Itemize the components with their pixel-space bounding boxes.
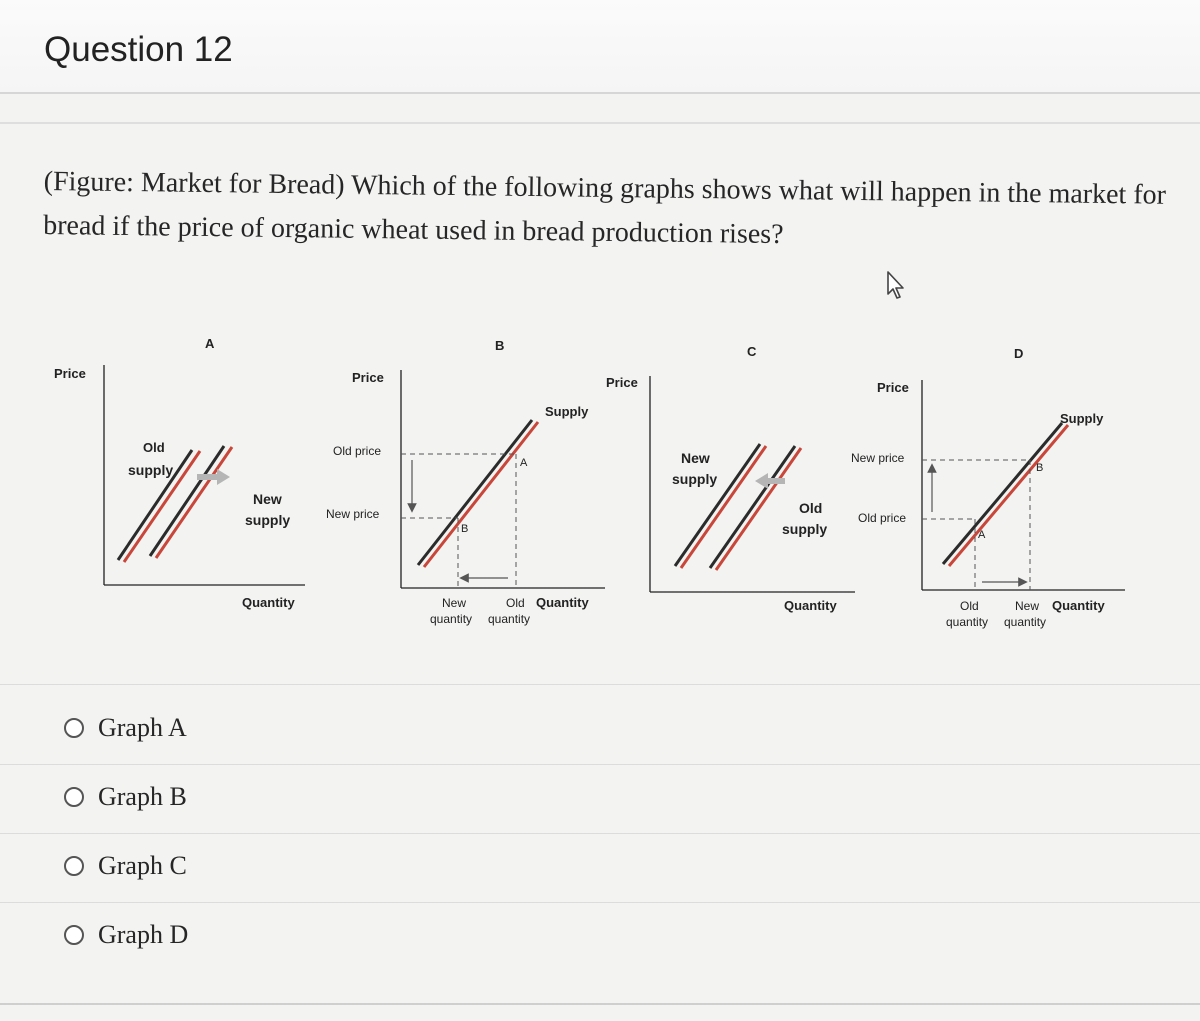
- question-header: [0, 0, 1200, 94]
- option-graph-d[interactable]: [64, 915, 188, 955]
- graph-d-old-price-label: Old price: [858, 511, 907, 525]
- graph-d-old-quantity-label-1: Old: [960, 599, 979, 613]
- graph-b-supply-curve: [418, 420, 532, 565]
- graph-d-new-price-label: New price: [851, 451, 905, 465]
- graph-c-x-axis-label: Quantity: [784, 598, 837, 613]
- graph-b-new-price-label: New price: [326, 507, 380, 521]
- graph-a: [54, 336, 305, 610]
- option-label: Graph D: [98, 920, 189, 949]
- graph-d-x-axis-label: Quantity: [1052, 598, 1105, 613]
- option-graph-b[interactable]: [64, 777, 187, 817]
- radio-button[interactable]: [64, 925, 84, 945]
- graph-c-letter: C: [747, 344, 757, 359]
- graph-b-x-axis-label: Quantity: [536, 595, 589, 610]
- footer-divider: [0, 1003, 1200, 1005]
- graph-a-x-axis-label: Quantity: [242, 595, 295, 610]
- graph-b-new-quantity-label-1: New: [442, 596, 467, 610]
- graph-b-point-b: B: [461, 523, 469, 535]
- graph-d-new-quantity-label-2: quantity: [1004, 615, 1047, 629]
- graph-c-old-supply-curve-red: [716, 448, 801, 570]
- radio-button[interactable]: [64, 787, 84, 807]
- graph-b: [326, 338, 605, 626]
- graph-c-curve1-label-1: New: [681, 450, 710, 466]
- divider: [0, 122, 1200, 124]
- graph-b-letter: B: [495, 338, 505, 353]
- graph-a-curve2-label-2: supply: [245, 512, 291, 528]
- graph-d-letter: D: [1014, 346, 1024, 361]
- graph-c-curve2-label-1: Old: [799, 500, 823, 516]
- graph-d-new-quantity-label-1: New: [1015, 599, 1040, 613]
- arrow-cursor-icon: [884, 270, 910, 300]
- graph-b-old-quantity-label-1: Old: [506, 596, 525, 610]
- graph-d-old-quantity-label-2: quantity: [946, 615, 989, 629]
- graph-a-curve1-label-1: Old: [143, 440, 165, 455]
- graph-b-new-quantity-label-2: quantity: [430, 612, 473, 626]
- market-for-bread-figure: [40, 320, 1200, 650]
- question-number: Question 12: [44, 30, 233, 69]
- graph-d-y-axis-label: Price: [877, 380, 909, 395]
- option-label: Graph C: [98, 851, 187, 880]
- graph-c-curve1-label-2: supply: [672, 471, 718, 487]
- graph-c-y-axis-label: Price: [606, 375, 638, 390]
- graph-c-curve2-label-2: supply: [782, 521, 828, 537]
- graph-a-y-axis-label: Price: [54, 366, 86, 381]
- graph-b-y-axis-label: Price: [352, 370, 384, 385]
- option-divider: [0, 833, 1200, 834]
- graph-b-supply-label: Supply: [545, 404, 589, 419]
- graph-d-point-a: A: [978, 529, 986, 541]
- graph-b-point-a: A: [520, 457, 528, 469]
- graph-d-point-b: B: [1036, 462, 1044, 474]
- option-divider: [0, 764, 1200, 765]
- question-text: [43, 160, 1200, 262]
- option-divider: [0, 902, 1200, 903]
- radio-button[interactable]: [64, 718, 84, 738]
- option-graph-c[interactable]: [64, 846, 187, 886]
- graph-a-curve2-label-1: New: [253, 491, 282, 507]
- question-text-line-2: bread if the price of organic wheat used in bread production rises?: [43, 209, 784, 251]
- graph-c: [606, 344, 855, 613]
- option-graph-a[interactable]: [64, 708, 187, 748]
- graph-d-supply-label: Supply: [1060, 411, 1104, 426]
- graph-d-supply-curve-red: [949, 425, 1068, 566]
- graph-b-old-price-label: Old price: [333, 444, 382, 458]
- option-label: Graph A: [98, 713, 187, 742]
- divider: [0, 684, 1200, 685]
- graph-b-supply-curve-red: [424, 422, 538, 567]
- graph-d-supply-curve: [943, 423, 1062, 564]
- option-label: Graph B: [98, 782, 187, 811]
- graph-a-letter: A: [205, 336, 215, 351]
- graph-a-curve1-label-2: supply: [128, 462, 174, 478]
- graph-d: [851, 346, 1125, 629]
- graph-b-old-quantity-label-2: quantity: [488, 612, 531, 626]
- question-text-line-1: (Figure: Market for Bread) Which of the following graphs shows what will happen in the market for: [43, 165, 1167, 211]
- radio-button[interactable]: [64, 856, 84, 876]
